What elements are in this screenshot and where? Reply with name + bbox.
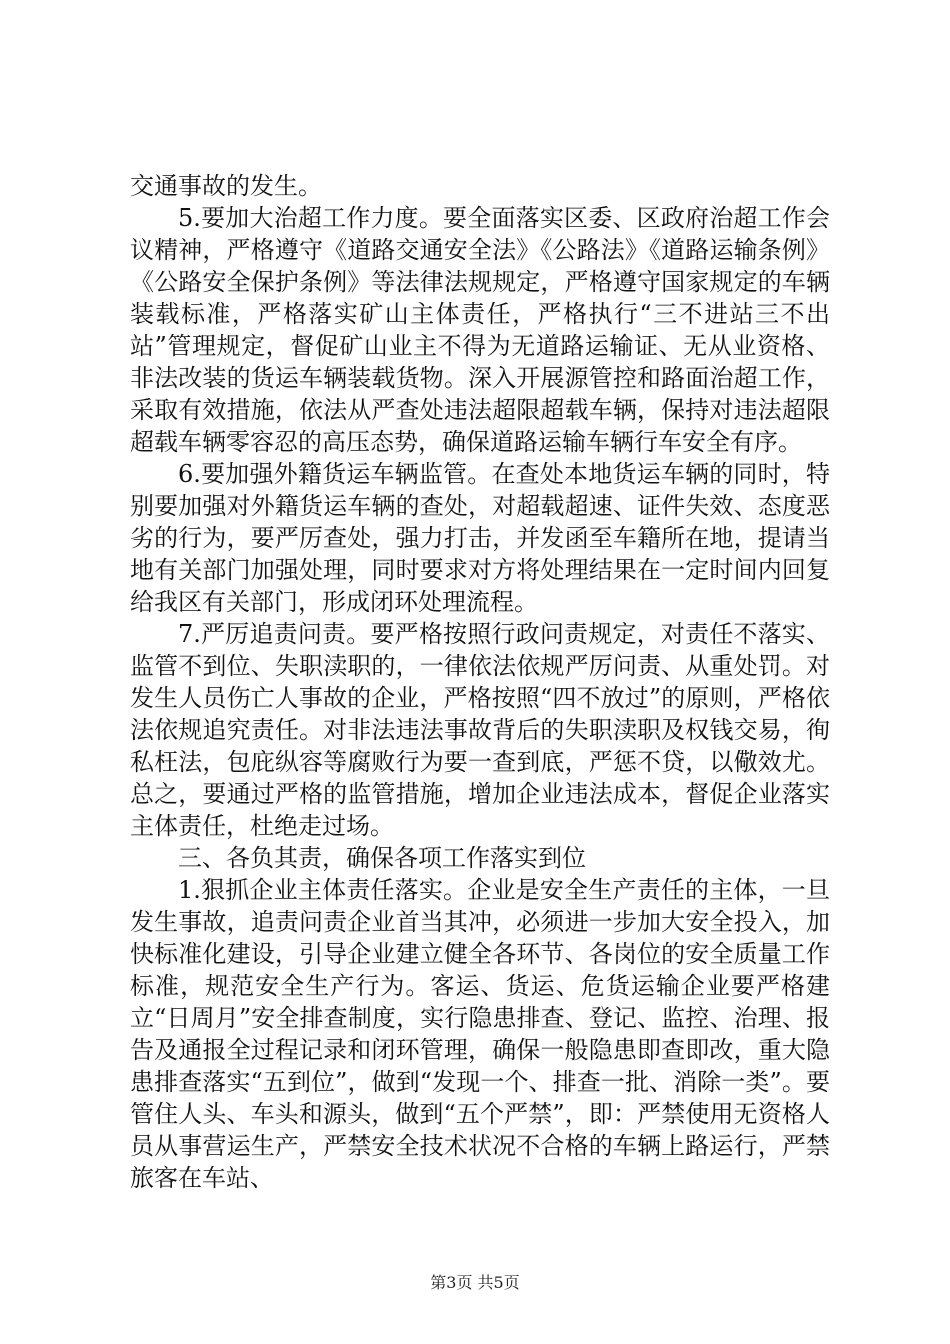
paragraph-item-6: 6.要加强外籍货运车辆监管。在查处本地货运车辆的同时，特别要加强对外籍货运车辆的查处，对超载超速、证件失效、态度恶劣的行为，要严厉查处，强力打击，并发函至车籍所在地，提请当地有关部门加强处理，同时要求对方将处理结果在一定时间内回复给我区有关部门，形成闭环处理流程。: [130, 460, 830, 616]
document-body: [130, 170, 830, 1194]
paragraph-item-1: 1.狠抓企业主体责任落实。企业是安全生产责任的主体，一旦发生事故，追责问责企业首当其冲，必须进一步加大安全投入，加快标准化建设，引导企业建立健全各环节、各岗位的安全质量工作标准，规范安全生产行为。客运、货运、危货运输企业要严格建立“日周月”安全排查制度，实行隐患排查、登记、监控、治理、报告及通报全过程记录和闭环管理，确保一般隐患即查即改，重大隐患排查落实“五到位”，做到“发现一个、排查一批、消除一类”。要管住人头、车头和源头，做到“五个严禁”，即：严禁使用无资格人员从事营运生产，严禁安全技术状况不合格的车辆上路运行，严禁旅客在车站、: [130, 876, 830, 1192]
paragraph-item-7: 7.严厉追责问责。要严格按照行政问责规定，对责任不落实、监管不到位、失职渎职的，一律依法依规严厉问责、从重处罚。对发生人员伤亡人事故的企业，严格按照“四不放过”的原则，严格依法依规追究责任。对非法违法事故背后的失职渎职及权钱交易，徇私枉法，包庇纵容等腐败行为要一查到底，严惩不贷，以儆效尤。总之，要通过严格的监管措施，增加企业违法成本，督促企业落实主体责任，杜绝走过场。: [130, 620, 830, 840]
paragraph-continuation: 交通事故的发生。: [130, 172, 322, 200]
paragraph-item-5: 5.要加大治超工作力度。要全面落实区委、区政府治超工作会议精神，严格遵守《道路交通安全法》《公路法》《道路运输条例》《公路安全保护条例》等法律法规规定，严格遵守国家规定的车辆装载标准，严格落实矿山主体责任，严格执行“三不进站三不出站”管理规定，督促矿山业主不得为无道路运输证、无从业资格、非法改装的货运车辆装载货物。深入开展源管控和路面治超工作，采取有效措施，依法从严查处违法超限超载车辆，保持对违法超限超载车辆零容忍的高压态势，确保道路运输车辆行车安全有序。: [130, 204, 830, 456]
section-heading-3: 三、各负其责，确保各项工作落实到位: [178, 844, 586, 872]
page-number-footer: 第3页 共5页: [430, 1273, 520, 1292]
